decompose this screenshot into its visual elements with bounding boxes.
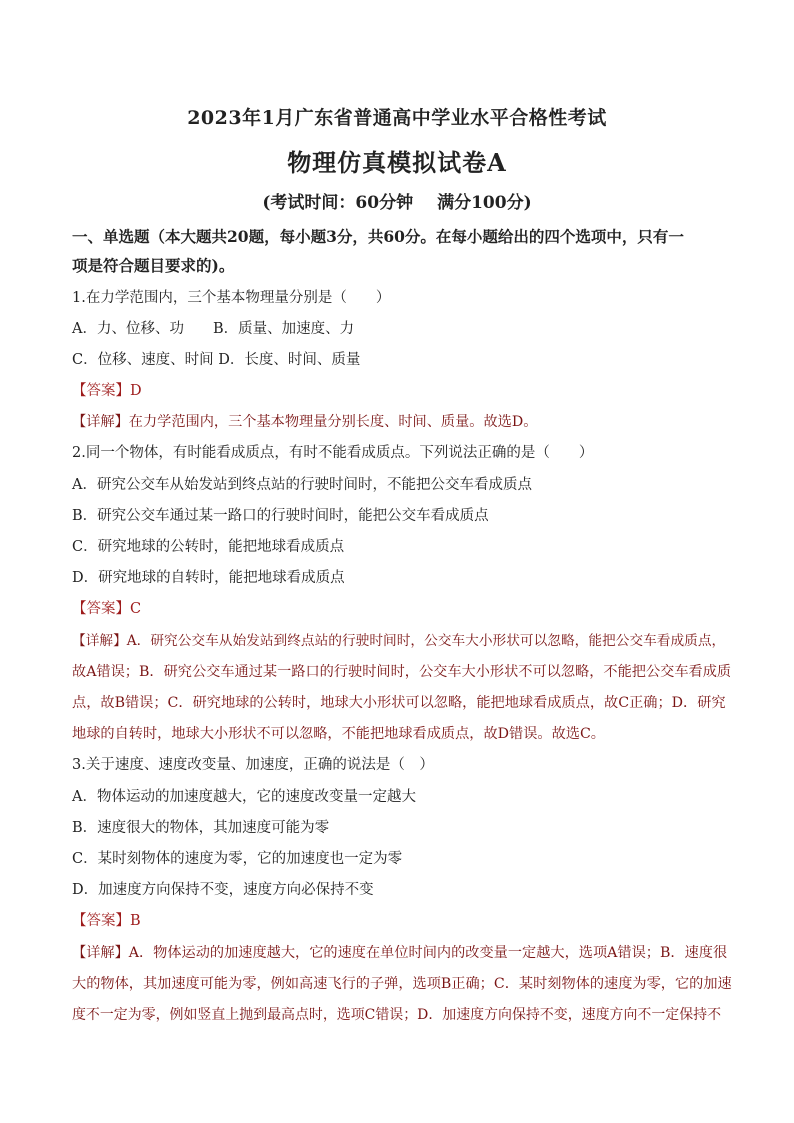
q3-stem: 3.关于速度、速度改变量、加速度，正确的说法是（ ） <box>72 757 434 773</box>
q2-option-c: C．研究地球的公转时，能把地球看成质点 <box>72 539 345 555</box>
exam-time: (考试时间：60分钟 <box>262 193 414 213</box>
q1-stem: 1.在力学范围内，三个基本物理量分别是（ ） <box>72 290 391 306</box>
q3-option-c: C．某时刻物体的速度为零，它的加速度也一定为零 <box>72 851 403 867</box>
section-heading-line2: 项是符合题目要求的)。 <box>72 256 235 275</box>
q1-detail: 【详解】在力学范围内，三个基本物理量分别长度、时间、质量。故选D。 <box>72 414 538 430</box>
q3-option-b: B．速度很大的物体，其加速度可能为零 <box>72 820 330 836</box>
q3-detail-line3: 度不一定为零，例如竖直上抛到最高点时，选项C错误；D．加速度方向保持不变，速度方向不一定保持不 <box>72 1007 722 1023</box>
q2-stem: 2.同一个物体，有时能看成质点，有时不能看成质点。下列说法正确的是（ ） <box>72 445 594 461</box>
section-heading-line1: 一、单选题（本大题共20题，每小题3分，共60分。在每小题给出的四个选项中，只有一 <box>72 227 684 246</box>
q3-answer: 【答案】B <box>72 913 141 929</box>
q2-answer: 【答案】C <box>72 601 142 617</box>
q2-option-d: D．研究地球的自转时，能把地球看成质点 <box>72 570 345 586</box>
q3-detail-line2: 大的物体，其加速度可能为零，例如高速飞行的子弹，选项B正确；C．某时刻物体的速度为零，它的加速 <box>72 976 732 992</box>
exam-info <box>0 188 794 213</box>
full-score: 满分100分) <box>437 193 532 213</box>
q1-options-ab: A．力、位移、功 B．质量、加速度、力 <box>72 321 355 337</box>
q2-detail-line3: 点，故B错误；C．研究地球的公转时，地球大小形状可以忽略，能把地球看成质点，故C正确；D．研究 <box>72 695 726 711</box>
q2-option-a: A．研究公交车从始发站到终点站的行驶时间时，不能把公交车看成质点 <box>72 477 532 493</box>
q2-detail-line2: 故A错误；B．研究公交车通过某一路口的行驶时间时，公交车大小形状不可以忽略，不能把公交车看成质 <box>72 664 732 680</box>
q1-answer: 【答案】D <box>72 383 142 399</box>
q2-option-b: B．研究公交车通过某一路口的行驶时间时，能把公交车看成质点 <box>72 508 489 524</box>
exam-title: 2023年1月广东省普通高中学业水平合格性考试 <box>187 107 607 129</box>
q2-detail-line4: 地球的自转时，地球大小形状不可以忽略，不能把地球看成质点，故D错误。故选C。 <box>72 726 605 742</box>
q3-option-d: D．加速度方向保持不变，速度方向必保持不变 <box>72 882 374 898</box>
q2-detail-line1: 【详解】A．研究公交车从始发站到终点站的行驶时间时，公交车大小形状可以忽略，能把公交车看成质点， <box>72 633 726 649</box>
q3-option-a: A．物体运动的加速度越大，它的速度改变量一定越大 <box>72 789 416 805</box>
q3-detail-line1: 【详解】A．物体运动的加速度越大，它的速度在单位时间内的改变量一定越大，选项A错误；B．速度很 <box>72 945 728 961</box>
paper-title: 物理仿真模拟试卷A <box>287 148 507 177</box>
q1-options-cd: C．位移、速度、时间 D．长度、时间、质量 <box>72 352 361 368</box>
